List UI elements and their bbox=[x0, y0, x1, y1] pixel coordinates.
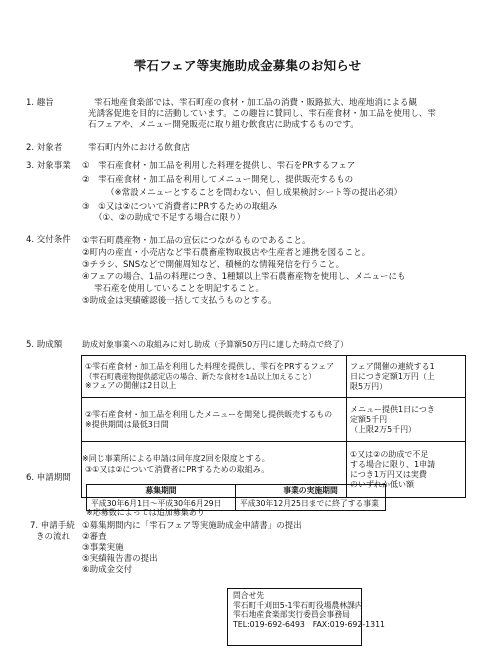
procedure-step: ⑥助成金交付 bbox=[82, 564, 133, 575]
section-label: 5. 助成額 bbox=[26, 340, 63, 350]
page-title: 雫石フェア等実施助成金募集のお知らせ bbox=[133, 58, 362, 73]
table-row bbox=[82, 356, 466, 398]
contact-line: 雫石地産食楽部実行委員会事務局 bbox=[233, 610, 350, 619]
cell-line: ③①又は②について消費者にPRするための取組み。 bbox=[85, 464, 270, 474]
cell-line: フェア開催の連続する1 bbox=[350, 361, 435, 371]
project-line: ③ ①又は②について消費者にPRするための取組み bbox=[82, 201, 278, 212]
purpose-line: 雫石地産食楽部では、雫石町産の食材・加工品の消費・販路拡大、地産地消による観 bbox=[94, 98, 418, 108]
cell-line: メニュー提供1日につき bbox=[350, 404, 435, 414]
cell-line: （上限2万5千円） bbox=[350, 424, 417, 434]
table-row bbox=[87, 485, 386, 498]
section-label: 3. 対象事業 bbox=[26, 161, 71, 171]
period-header: 募集期間 bbox=[87, 485, 236, 498]
contact-line: TEL:019-692-6493 FAX:019-692-1311 bbox=[233, 619, 385, 629]
cell-line: 定額5千円 bbox=[350, 414, 388, 424]
condition-line: 雫石産を使用していることを明記すること。 bbox=[94, 284, 265, 295]
cell-line: ②雫石産食材・加工品を利用したメニューを開発し提供販売するもの bbox=[85, 409, 333, 419]
period-header: 事業の実施期間 bbox=[236, 485, 386, 498]
target-text: 雫石町内外における飲食店 bbox=[88, 143, 191, 153]
condition-line: ③チラシ、SNSなどで開催周知など、積極的な情報発信を行うこと。 bbox=[82, 260, 345, 271]
cell-line: ※提供期間は最低3日間 bbox=[85, 419, 169, 429]
period-note: ※応募数によっては追加募集あり bbox=[86, 508, 205, 517]
section-label: 1. 趣旨 bbox=[26, 98, 54, 108]
condition-line: ⑤助成金は実績確認後一括して支払うものとする。 bbox=[82, 296, 277, 307]
cell-line: （雫石町農産物提供認定店の場合、新たな食材を1品以上加えること） bbox=[85, 371, 316, 381]
condition-line: ①雫石町農産物・加工品の宣伝につながるものであること。 bbox=[82, 236, 311, 246]
cell-line: する場合に限り、1申請 bbox=[350, 459, 436, 469]
period-table bbox=[86, 484, 386, 511]
project-line: （※常設メニューとすることを問わない、但し成果検討シート等の提出必須） bbox=[106, 187, 403, 198]
grant-amount-cell bbox=[347, 398, 466, 442]
section-label: 6. 申請期間 bbox=[26, 473, 71, 483]
purpose-line: 光誘客促進を目的に活動しています。この趣旨に賛同し、雫石産食材・加工品を使用し、雫 bbox=[88, 109, 436, 119]
grant-desc-cell bbox=[82, 398, 347, 442]
cell-line: ※フェアの開催は2日以上 bbox=[85, 381, 177, 391]
procedure-step: ③事業実施 bbox=[82, 542, 124, 553]
contact-line: 雫石町千刈田5-1雫石町役場農林課内 bbox=[233, 600, 363, 610]
section-label: 7. 申請手続 bbox=[30, 521, 75, 531]
grant-table bbox=[81, 355, 466, 498]
condition-line: ②町内の産直・小売店など雫石農畜産物取扱店や生産者と連携を図ること。 bbox=[82, 248, 371, 259]
project-line: （①、②の助成で不足する場合に限り） bbox=[94, 212, 246, 223]
grant-desc-cell bbox=[82, 356, 347, 398]
section-label: 2. 対象者 bbox=[26, 143, 63, 153]
procedure-step: ⑤実績報告書の提出 bbox=[82, 553, 158, 564]
procedure-step: ②審査 bbox=[82, 531, 107, 542]
grant-note: ※同じ事業所による申請は同年度2回を限度とする。 bbox=[82, 454, 270, 463]
cell-line: につき1万円又は実費 bbox=[350, 469, 427, 479]
cell-line: ①又は②の助成で不足 bbox=[350, 449, 429, 459]
cell-line: のいずれか低い額 bbox=[350, 479, 414, 489]
contact-heading: 問合せ先 bbox=[233, 591, 265, 600]
purpose-line: 石フェアや、メニュー開発販売に取り組む飲食店に助成するものです。 bbox=[88, 119, 359, 130]
contact-box bbox=[227, 588, 385, 646]
period-cell: 平成30年12月25日までに終了する事業 bbox=[236, 497, 386, 510]
table-row bbox=[82, 398, 466, 442]
period-cell: 平成30年6月1日～平成30年6月29日 bbox=[87, 497, 236, 510]
condition-line: ④フェアの場合、1品の料理につき、1種類以上雫石農畜産物を使用し、メニューにも bbox=[82, 272, 406, 283]
grant-amount-cell bbox=[347, 356, 466, 398]
grant-intro: 助成対象事業への取組みに対し助成（予算額50万円に達した時点で終了） bbox=[82, 340, 349, 349]
cell-line: 限5万円） bbox=[350, 381, 388, 391]
section-label-cont: きの流れ bbox=[36, 532, 71, 542]
procedure-step: ①募集期間内に「雫石フェア等実施助成金申請書」の提出 bbox=[82, 521, 302, 531]
section-label: 4. 交付条件 bbox=[26, 235, 71, 245]
project-line: ② 雫石産食材・加工品を利用してメニュー開発し、提供販売するもの bbox=[82, 174, 354, 185]
cell-line: 日につき定額1万円（上 bbox=[350, 371, 435, 381]
cell-line: ①雫石産食材・加工品を利用した料理を提供し、雫石をPRするフェア bbox=[85, 361, 335, 371]
project-line: ① 雫石産食材・加工品を利用した料理を提供し、雫石をPRするフェア bbox=[82, 161, 356, 171]
